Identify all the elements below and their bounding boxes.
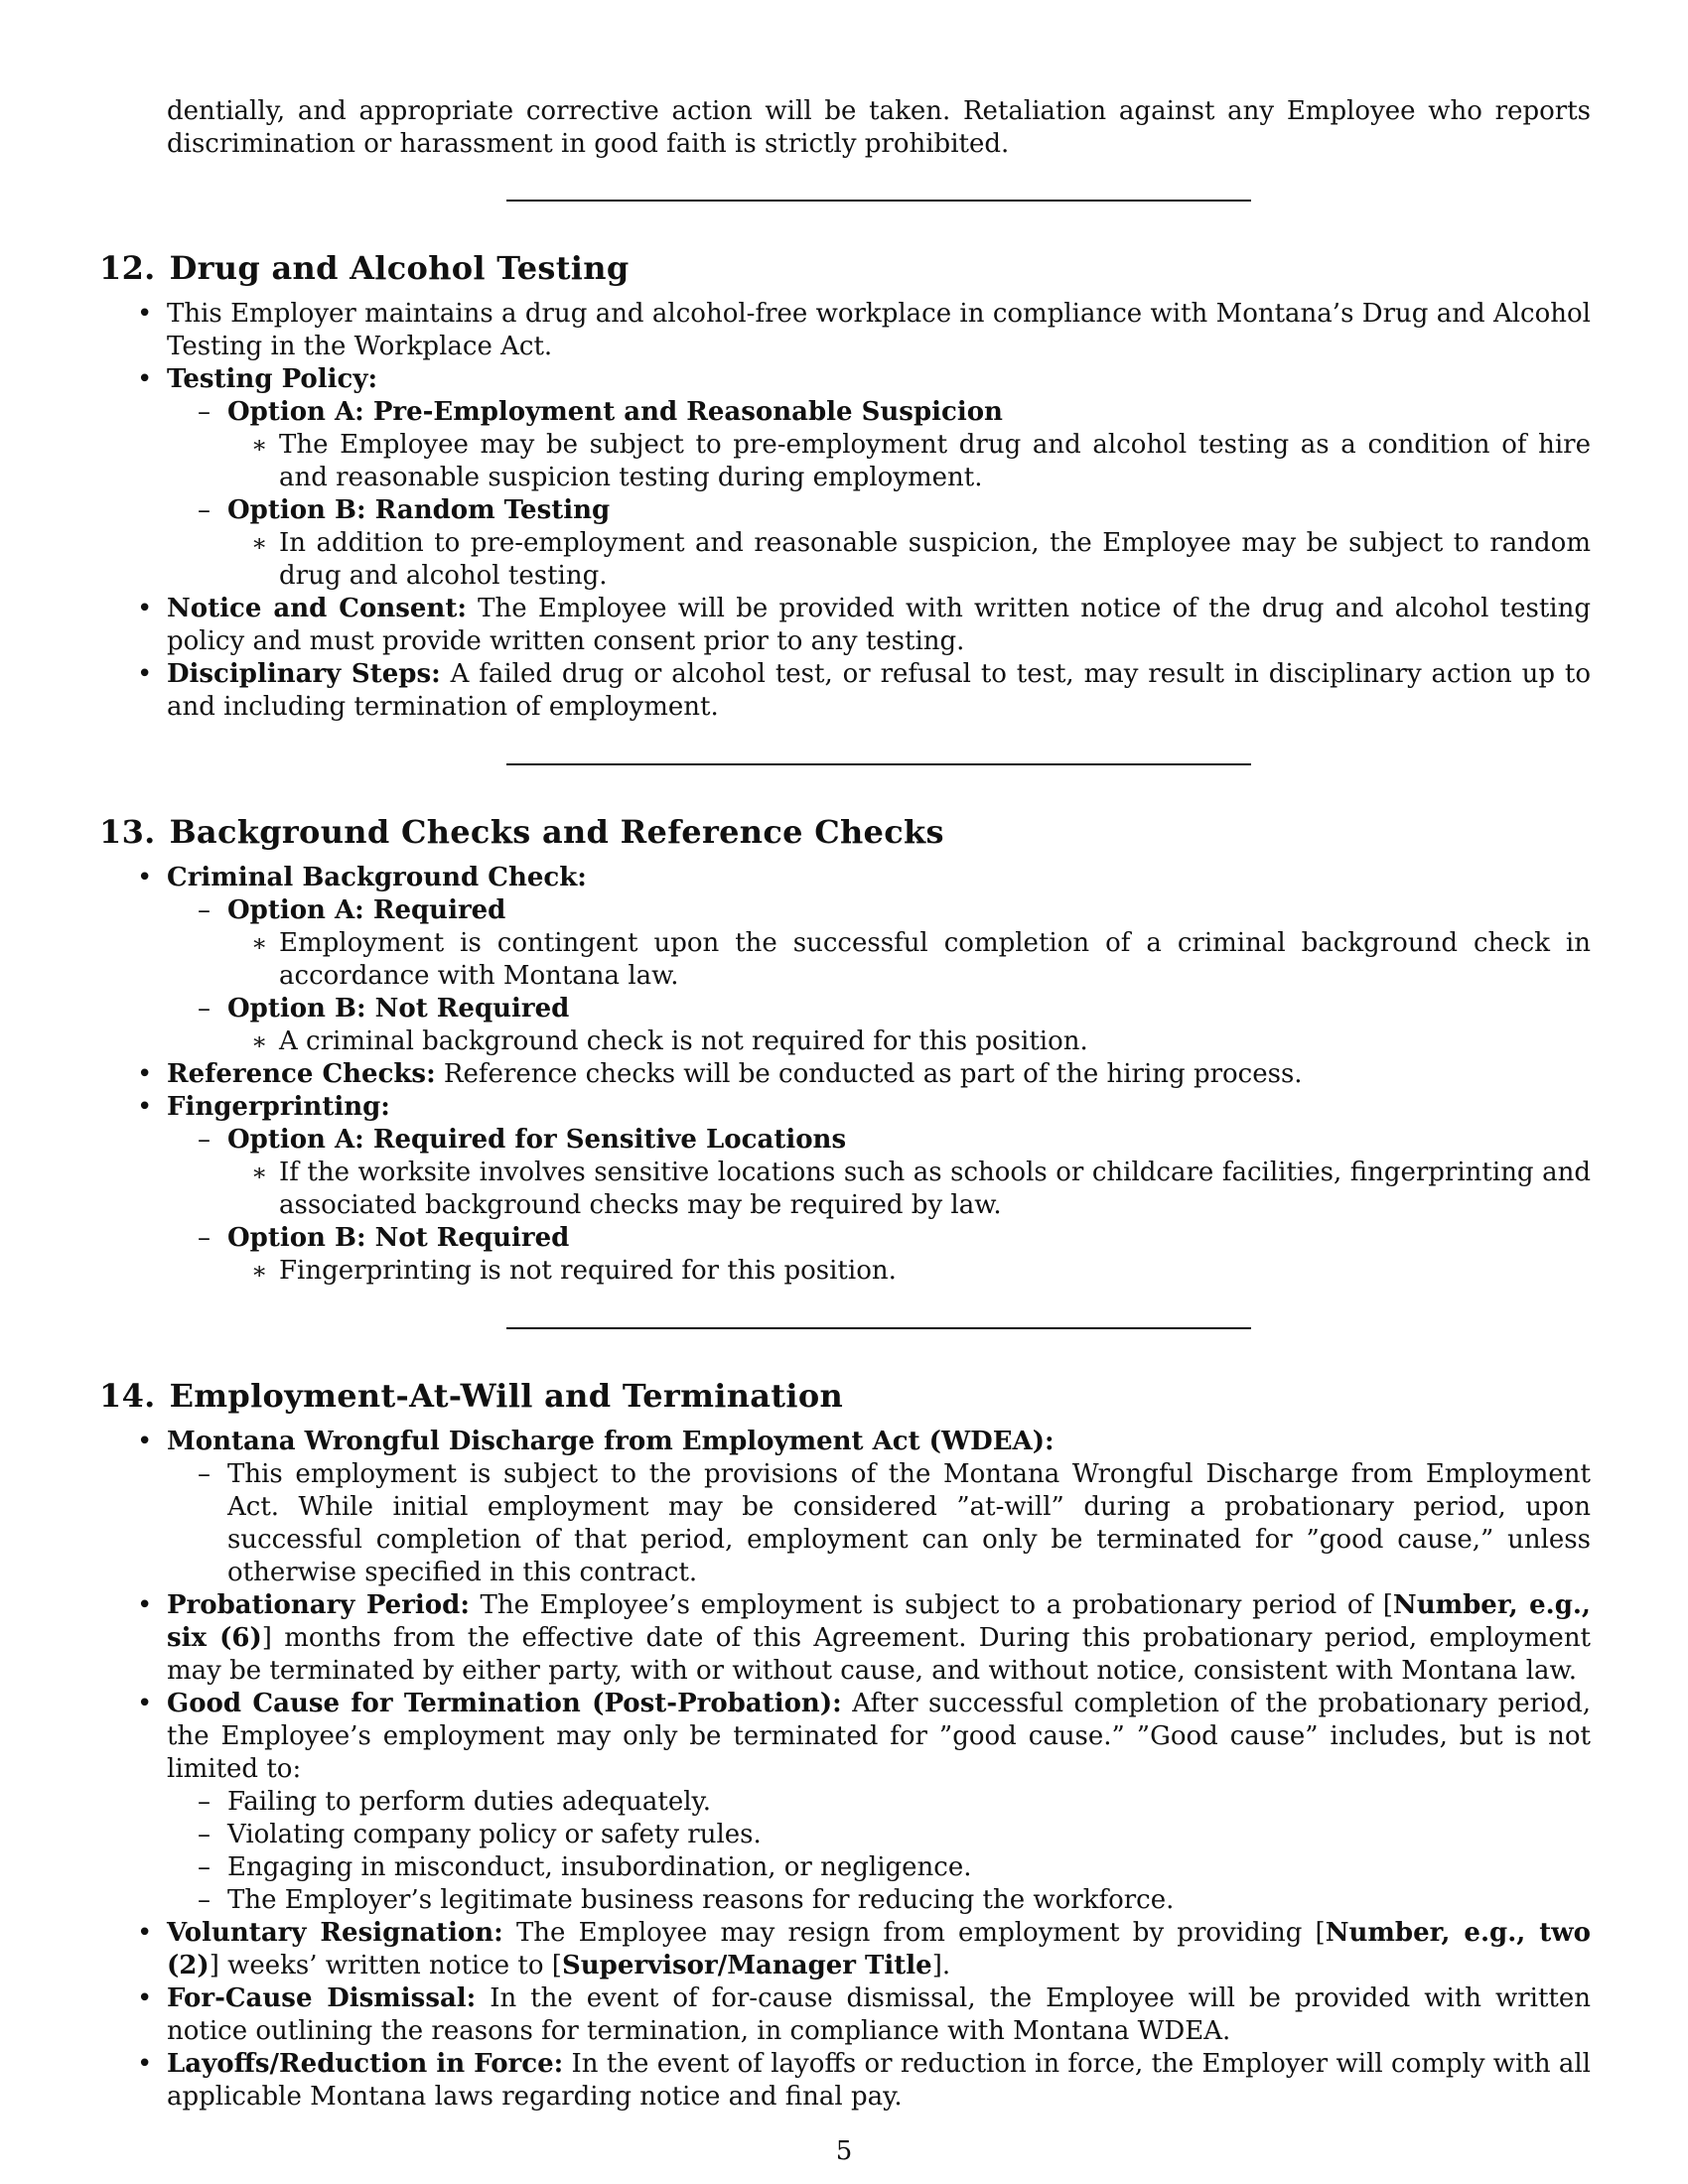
list-item bbox=[167, 1688, 1591, 1917]
section-13-list bbox=[167, 862, 1591, 1288]
sub-sub-list bbox=[279, 527, 1591, 593]
section-divider bbox=[506, 1327, 1251, 1329]
placeholder-field: Number, e.g., six (6) bbox=[167, 1590, 1591, 1653]
option-label: Option A: Required bbox=[227, 895, 506, 925]
item-label: Criminal Background Check: bbox=[167, 863, 587, 892]
item-label: Layoffs/Reduction in Force: bbox=[167, 2049, 564, 2079]
item-text: ] weeks’ written notice to [ bbox=[209, 1951, 562, 1980]
item-text: This Employer maintains a drug and alcohol-free workplace in compliance with Montana’s Drug and Alcohol Testing in the Workplace Act. bbox=[167, 299, 1591, 361]
item-text: The Employee’s employment is subject to a probationary period of [ bbox=[469, 1590, 1393, 1620]
section-title: Background Checks and Reference Checks bbox=[169, 813, 944, 851]
sub-sub-item: ∗ Employment is contingent upon the successful completion of a criminal background check in accordance with Montana law. bbox=[279, 927, 1591, 993]
item-label: Testing Policy: bbox=[167, 364, 378, 394]
section-title: Drug and Alcohol Testing bbox=[169, 249, 630, 287]
list-item bbox=[167, 1589, 1591, 1688]
sub-item: – The Employer’s legitimate business reasons for reducing the workforce. bbox=[227, 1884, 1591, 1917]
sub-sub-list bbox=[279, 429, 1591, 494]
item-label: Voluntary Resignation: bbox=[167, 1918, 503, 1948]
option-label: Option B: Random Testing bbox=[227, 495, 611, 525]
option-label: Option B: Not Required bbox=[227, 994, 570, 1024]
list-item bbox=[167, 1982, 1591, 2048]
section-title: Employment-At-Will and Termination bbox=[169, 1377, 844, 1415]
list-item bbox=[167, 1058, 1591, 1091]
list-item bbox=[167, 363, 1591, 593]
section-number: 13. bbox=[99, 813, 156, 851]
list-item bbox=[167, 862, 1591, 1058]
sub-sub-list bbox=[279, 1025, 1591, 1058]
sub-sub-list bbox=[279, 1255, 1591, 1288]
sub-list bbox=[227, 1458, 1591, 1589]
sub-list bbox=[227, 894, 1591, 1058]
placeholder-field: Number, e.g., two (2) bbox=[167, 1918, 1591, 1980]
section-12-heading bbox=[99, 248, 1523, 288]
list-item bbox=[167, 658, 1591, 724]
item-text: The Employee may resign from employment by providing [ bbox=[502, 1918, 1326, 1948]
item-label: Probationary Period: bbox=[167, 1590, 470, 1620]
item-label: Disciplinary Steps: bbox=[167, 659, 441, 689]
item-text: The Employee will be provided with written notice of the drug and alcohol testing policy and must provide written consent prior to any testing. bbox=[167, 594, 1591, 656]
sub-sub-item: ∗ The Employee may be subject to pre-employment drug and alcohol testing as a condition of hire and reasonable suspicion testing during employment. bbox=[279, 429, 1591, 494]
sub-item: – This employment is subject to the provisions of the Montana Wrongful Discharge from Employment Act. While initial employment may be considered ”at-will” during a probationary period, upon successful completion of that period, employment can only be terminated for ”good cause,” unless otherwise specified in this contract. bbox=[227, 1458, 1591, 1589]
sub-item bbox=[227, 1222, 1591, 1288]
sub-item: – Engaging in misconduct, insubordination, or negligence. bbox=[227, 1851, 1591, 1884]
sub-sub-item: ∗ If the worksite involves sensitive locations such as schools or childcare facilities, fingerprinting and associated background checks may be required by law. bbox=[279, 1157, 1591, 1222]
sub-sub-item: ∗ In addition to pre-employment and reasonable suspicion, the Employee may be subject to random drug and alcohol testing. bbox=[279, 527, 1591, 593]
section-12-list bbox=[167, 298, 1591, 724]
option-label: Option B: Not Required bbox=[227, 1223, 570, 1253]
sub-sub-list bbox=[279, 927, 1591, 993]
sub-item bbox=[227, 993, 1591, 1058]
list-item bbox=[167, 593, 1591, 658]
item-text: After successful completion of the probationary period, the Employee’s employment may only be terminated for ”good cause.” ”Good cause” includes, but is not limited to: bbox=[167, 1689, 1591, 1784]
sub-list bbox=[227, 396, 1591, 593]
item-label: Reference Checks: bbox=[167, 1059, 436, 1089]
option-label: Option A: Required for Sensitive Locations bbox=[227, 1125, 847, 1155]
placeholder-field: Supervisor/Manager Title bbox=[561, 1951, 932, 1980]
list-item bbox=[167, 1917, 1591, 1982]
section-14-list bbox=[167, 1426, 1591, 2114]
item-text: In the event of for-cause dismissal, the Employee will be provided with written notice outlining the reasons for termination, in compliance with Montana WDEA. bbox=[167, 1983, 1591, 2046]
section-number: 12. bbox=[99, 249, 156, 287]
item-text: In the event of layoffs or reduction in force, the Employer will comply with all applicable Montana laws regarding notice and final pay. bbox=[167, 2049, 1591, 2112]
sub-item bbox=[227, 396, 1591, 494]
section-14-heading bbox=[99, 1376, 1523, 1416]
item-label: Fingerprinting: bbox=[167, 1092, 390, 1122]
sub-list bbox=[227, 1124, 1591, 1288]
list-item bbox=[167, 298, 1591, 363]
item-label: Montana Wrongful Discharge from Employment Act (WDEA): bbox=[167, 1427, 1055, 1456]
intro-paragraph: dentially, and appropriate corrective action will be taken. Retaliation against any Employee who reports discrimination or harassment in good faith is strictly prohibited. bbox=[167, 96, 1591, 159]
item-text: ]. bbox=[931, 1951, 951, 1980]
sub-item: – Violating company policy or safety rules. bbox=[227, 1819, 1591, 1851]
sub-item bbox=[227, 494, 1591, 593]
item-text: Reference checks will be conducted as part of the hiring process. bbox=[435, 1059, 1303, 1089]
list-item bbox=[167, 1091, 1591, 1288]
page-number: 5 bbox=[835, 2136, 853, 2166]
item-label: Good Cause for Termination (Post-Probation): bbox=[167, 1689, 842, 1718]
item-text: A failed drug or alcohol test, or refusal to test, may result in disciplinary action up to and including termination of employment. bbox=[167, 659, 1591, 722]
sub-item bbox=[227, 894, 1591, 993]
sub-sub-item: ∗ A criminal background check is not required for this position. bbox=[279, 1025, 1591, 1058]
list-item bbox=[167, 1426, 1591, 1589]
section-number: 14. bbox=[99, 1377, 156, 1415]
sub-item bbox=[227, 1124, 1591, 1222]
section-divider bbox=[506, 763, 1251, 765]
page-content bbox=[99, 95, 1592, 2114]
sub-sub-item: ∗ Fingerprinting is not required for this position. bbox=[279, 1255, 1591, 1288]
item-label: Notice and Consent: bbox=[167, 594, 467, 623]
sub-sub-list bbox=[279, 1157, 1591, 1222]
list-item bbox=[167, 2048, 1591, 2114]
option-label: Option A: Pre-Employment and Reasonable Suspicion bbox=[227, 397, 1003, 427]
section-13-heading bbox=[99, 812, 1523, 852]
item-label: For-Cause Dismissal: bbox=[167, 1983, 477, 2013]
sub-list bbox=[227, 1786, 1591, 1917]
item-text: ] months from the effective date of this Agreement. During this probationary period, employment may be terminated by either party, with or without cause, and without notice, consistent with Montana law. bbox=[167, 1623, 1592, 1686]
sub-item: – Failing to perform duties adequately. bbox=[227, 1786, 1591, 1819]
section-divider bbox=[506, 200, 1251, 202]
